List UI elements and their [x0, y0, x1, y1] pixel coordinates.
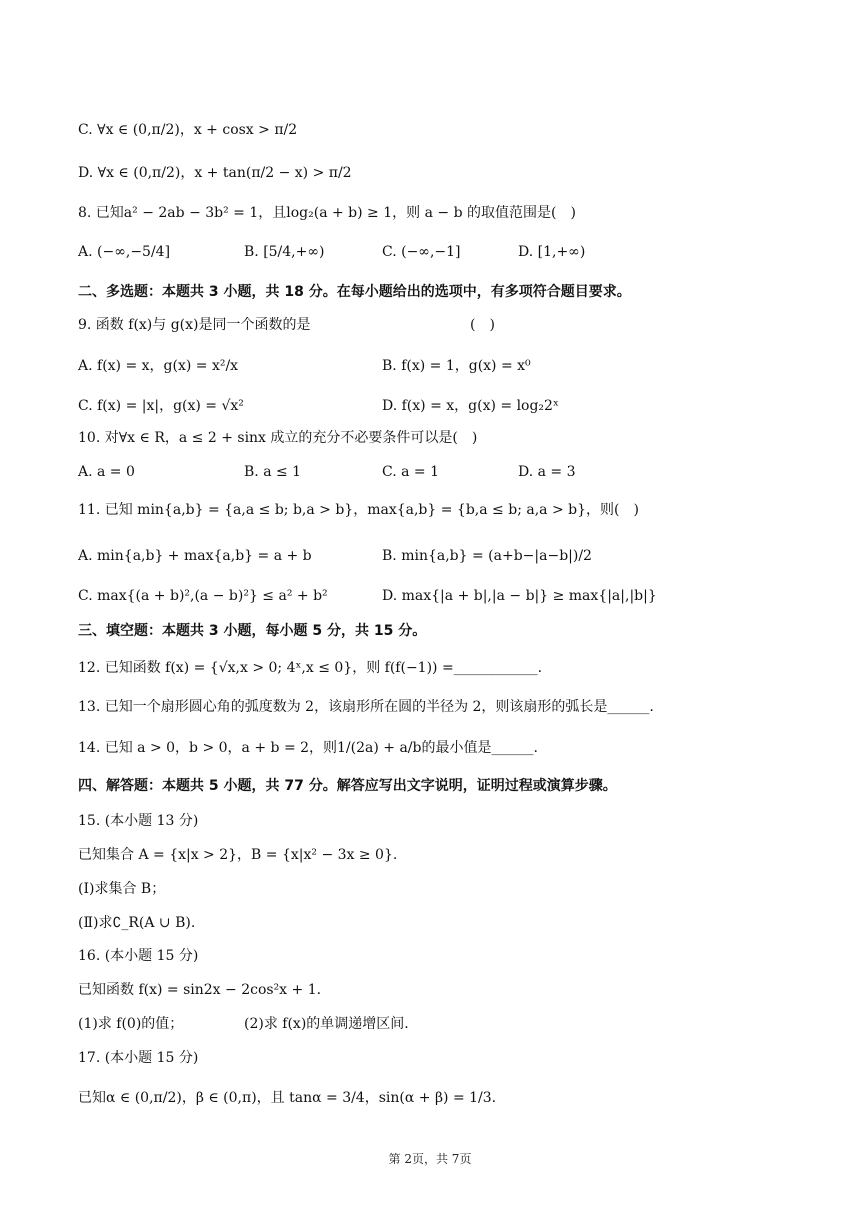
- q9-option-c: C. f(x) = |x|，g(x) = √x²: [78, 398, 244, 414]
- q11-option-c: C. max{(a + b)²,(a − b)²} ≤ a² + b²: [78, 588, 328, 604]
- question-8: 8. 已知a² − 2ab − 3b² = 1，且log₂(a + b) ≥ 1，则 a − b 的取值范围是( ): [78, 205, 576, 221]
- question-16-stem: 已知函数 f(x) = sin2x − 2cos²x + 1.: [78, 982, 322, 998]
- q9-answer-bracket: ( ): [470, 317, 495, 333]
- question-15-stem: 已知集合 A = {x|x > 2}，B = {x|x² − 3x ≥ 0}.: [78, 847, 398, 863]
- q9-option-a: A. f(x) = x，g(x) = x²/x: [78, 358, 239, 374]
- q11-option-b: B. min{a,b} = (a+b−|a−b|)/2: [382, 548, 592, 564]
- question-11: 11. 已知 min{a,b} = {a,a ≤ b; b,a > b}，max{a,b} = {b,a ≤ b; a,a > b}，则( ): [78, 502, 639, 518]
- q11-option-d: D. max{|a + b|,|a − b|} ≥ max{|a|,|b|}: [382, 588, 657, 604]
- q8-option-c: C. (−∞,−1]: [382, 244, 461, 260]
- q10-option-a: A. a = 0: [78, 464, 135, 480]
- question-13: 13. 已知一个扇形圆心角的弧度数为 2，该扇形所在圆的半径为 2，则该扇形的弧长是______.: [78, 699, 654, 715]
- question-12: 12. 已知函数 f(x) = {√x,x > 0; 4ˣ,x ≤ 0}，则 f(f(−1)) =____________.: [78, 660, 543, 676]
- question-17-header: 17. (本小题 15 分): [78, 1050, 199, 1066]
- question-15-part-1: (Ⅰ)求集合 B；: [78, 881, 166, 897]
- q7-option-d: D. ∀x ∈ (0,π/2)，x + tan(π/2 − x) > π/2: [78, 165, 352, 181]
- q8-option-d: D. [1,+∞): [518, 244, 586, 260]
- question-17-stem: 已知α ∈ (0,π/2)，β ∈ (0,π)，且 tanα = 3/4，sin(α + β) = 1/3.: [78, 1090, 497, 1106]
- question-16-part-2: (2)求 f(x)的单调递增区间.: [244, 1016, 409, 1032]
- question-16-header: 16. (本小题 15 分): [78, 948, 199, 964]
- q10-option-d: D. a = 3: [518, 464, 576, 480]
- question-15-part-2: (Ⅱ)求∁_R(A ∪ B).: [78, 915, 196, 931]
- question-10: 10. 对∀x ∈ R，a ≤ 2 + sinx 成立的充分不必要条件可以是( ): [78, 430, 478, 446]
- q8-option-b: B. [5/4,+∞): [244, 244, 325, 260]
- q10-option-c: C. a = 1: [382, 464, 439, 480]
- question-16-part-1: (1)求 f(0)的值；: [78, 1016, 184, 1032]
- question-14: 14. 已知 a > 0，b > 0，a + b = 2，则1/(2a) + a/b的最小值是______.: [78, 740, 538, 756]
- q11-option-a: A. min{a,b} + max{a,b} = a + b: [78, 548, 312, 564]
- question-9: 9. 函数 f(x)与 g(x)是同一个函数的是: [78, 317, 311, 333]
- question-15-header: 15. (本小题 13 分): [78, 813, 199, 829]
- q7-option-c: C. ∀x ∈ (0,π/2)，x + cosx > π/2: [78, 122, 298, 138]
- section-3-heading: 三、填空题：本题共 3 小题，每小题 5 分，共 15 分。: [78, 623, 427, 639]
- page-number-footer: 第 2页，共 7页: [388, 1152, 472, 1166]
- q9-option-d: D. f(x) = x，g(x) = log₂2ˣ: [382, 398, 559, 414]
- q10-option-b: B. a ≤ 1: [244, 464, 302, 480]
- q8-option-a: A. (−∞,−5/4]: [78, 244, 171, 260]
- section-4-heading: 四、解答题：本题共 5 小题，共 77 分。解答应写出文字说明，证明过程或演算步骤。: [78, 778, 617, 794]
- section-2-heading: 二、多选题：本题共 3 小题，共 18 分。在每小题给出的选项中，有多项符合题目要求。: [78, 284, 631, 300]
- q9-option-b: B. f(x) = 1，g(x) = x⁰: [382, 358, 531, 374]
